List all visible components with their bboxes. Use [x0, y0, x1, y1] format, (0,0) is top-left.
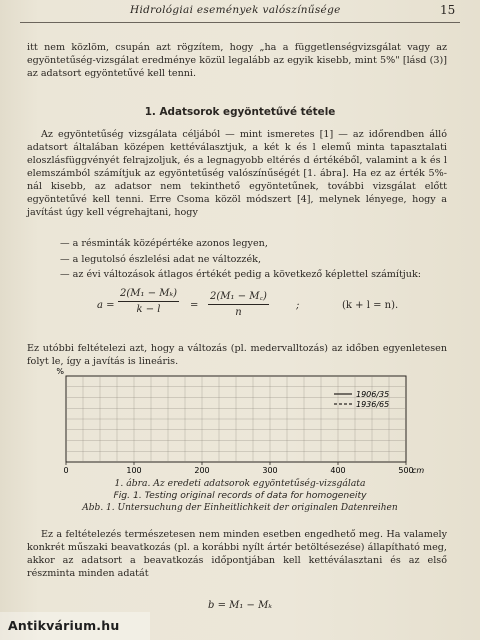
watermark-logo: Antikvárium.hu	[8, 618, 120, 633]
caption-hungarian: 1. ábra. Az eredeti adatsorok egyöntetűség-vizsgálata	[114, 478, 366, 489]
fraction-denominator: k − l	[136, 304, 161, 315]
formula-equals: =	[190, 300, 199, 311]
formula-semicolon: ;	[296, 300, 300, 311]
page-number: 15	[440, 3, 456, 17]
running-title: Hidrológiai események valószínűsége	[130, 4, 341, 16]
intro-paragraph: itt nem közlöm, csupán azt rögzítem, hogy „ha a függetlenségvizsgálat vagy az egyöntetűség-vizsgálat eredménye közül legalább az egyik kisebb, mint 5%" [lásd (3)] az adatsort egyöntetűvé kell tenni.	[27, 42, 447, 79]
formula-lhs: a =	[97, 300, 115, 311]
x-tick-label: 400	[330, 466, 346, 475]
section-heading: 1. Adatsorok egyöntetűvé tétele	[144, 106, 336, 118]
legend-label-series-2: 1936/65	[356, 400, 390, 409]
chart-legend	[334, 390, 389, 409]
x-tick-label: 500	[398, 466, 414, 475]
running-header	[0, 2, 480, 22]
chart-grid	[66, 376, 406, 462]
x-tick-label: 300	[262, 466, 278, 475]
list-item: — a résminták középértéke azonos legyen,	[60, 238, 268, 249]
x-axis-ticks	[63, 462, 413, 475]
paragraph-linear-assumption: Ez utóbbi feltételezi azt, hogy a változás (pl. medervalltozás) az időben egyenletesen folyt le, így a javítás is lineáris.	[27, 343, 447, 367]
figure-captions	[0, 478, 480, 514]
homogeneity-chart	[44, 367, 444, 482]
list-item: — a legutolsó észlelési adat ne változzék,	[60, 253, 261, 265]
x-tick-label: 100	[126, 466, 142, 475]
paragraph-intervention: Ez a feltételezés természetesen nem minden esetben engedhető meg. Ha valamely konkrét műszaki beavatkozás (pl. a korábbi nyílt ártér betöltésezése) állapítható meg, akkor az adatsort a beavatkozás időpontjában kell kettéválasztani és az első részminta minden adatát	[27, 529, 447, 579]
legend-label-series-1: 1906/35	[356, 390, 390, 399]
x-axis-label: cm	[412, 466, 425, 475]
x-tick-label: 0	[63, 466, 69, 475]
y-axis-unit-label: %	[56, 367, 64, 376]
condition-list	[60, 236, 440, 283]
formula-fraction-1	[118, 288, 179, 315]
formula-fraction-2	[208, 288, 269, 318]
caption-german: Abb. 1. Untersuchung der Einheitlichkeit der originalen Datenreihen	[82, 503, 398, 513]
fraction-denominator: n	[235, 307, 242, 318]
list-item: — az évi változások átlagos értékét pedig a következő képlettel számítjuk:	[60, 269, 422, 280]
paragraph-homogeneity-method: Az egyöntetűség vizsgálata céljából — mint ismeretes [1] — az időrendben álló adatsort általában középen kettéválasztjuk, a két k és l elemű minta tapasztalati eloszlásfüggvényét felrajzoljuk, és a legnagyobb eltérés d értékéből, valamint a k és l elemszámból számítjuk az egyöntetűség valószínűségét [1. ábra]. Ha ez az érték 5%-nál kisebb, az adatsor nem tekinthető egyöntetűnek, további vizsgálat előtt egyöntetűvé kell tenni. Erre Csoma közöl módszert [4], melynek lényege, hogy a javítást úgy kell végrehajtani, hogy	[27, 129, 447, 218]
x-tick-label: 200	[194, 466, 210, 475]
formula-condition: (k + l = n).	[342, 300, 399, 311]
display-formula: b = M₁ − Mₖ	[207, 600, 272, 611]
header-rule	[20, 22, 460, 23]
fraction-numerator: 2(M₁ − M꜀)	[208, 288, 269, 305]
formula-annual-change	[0, 288, 480, 332]
fraction-numerator: 2(M₁ − Mₖ)	[118, 288, 179, 302]
caption-english: Fig. 1. Testing original records of data for homogeneity	[113, 490, 367, 501]
